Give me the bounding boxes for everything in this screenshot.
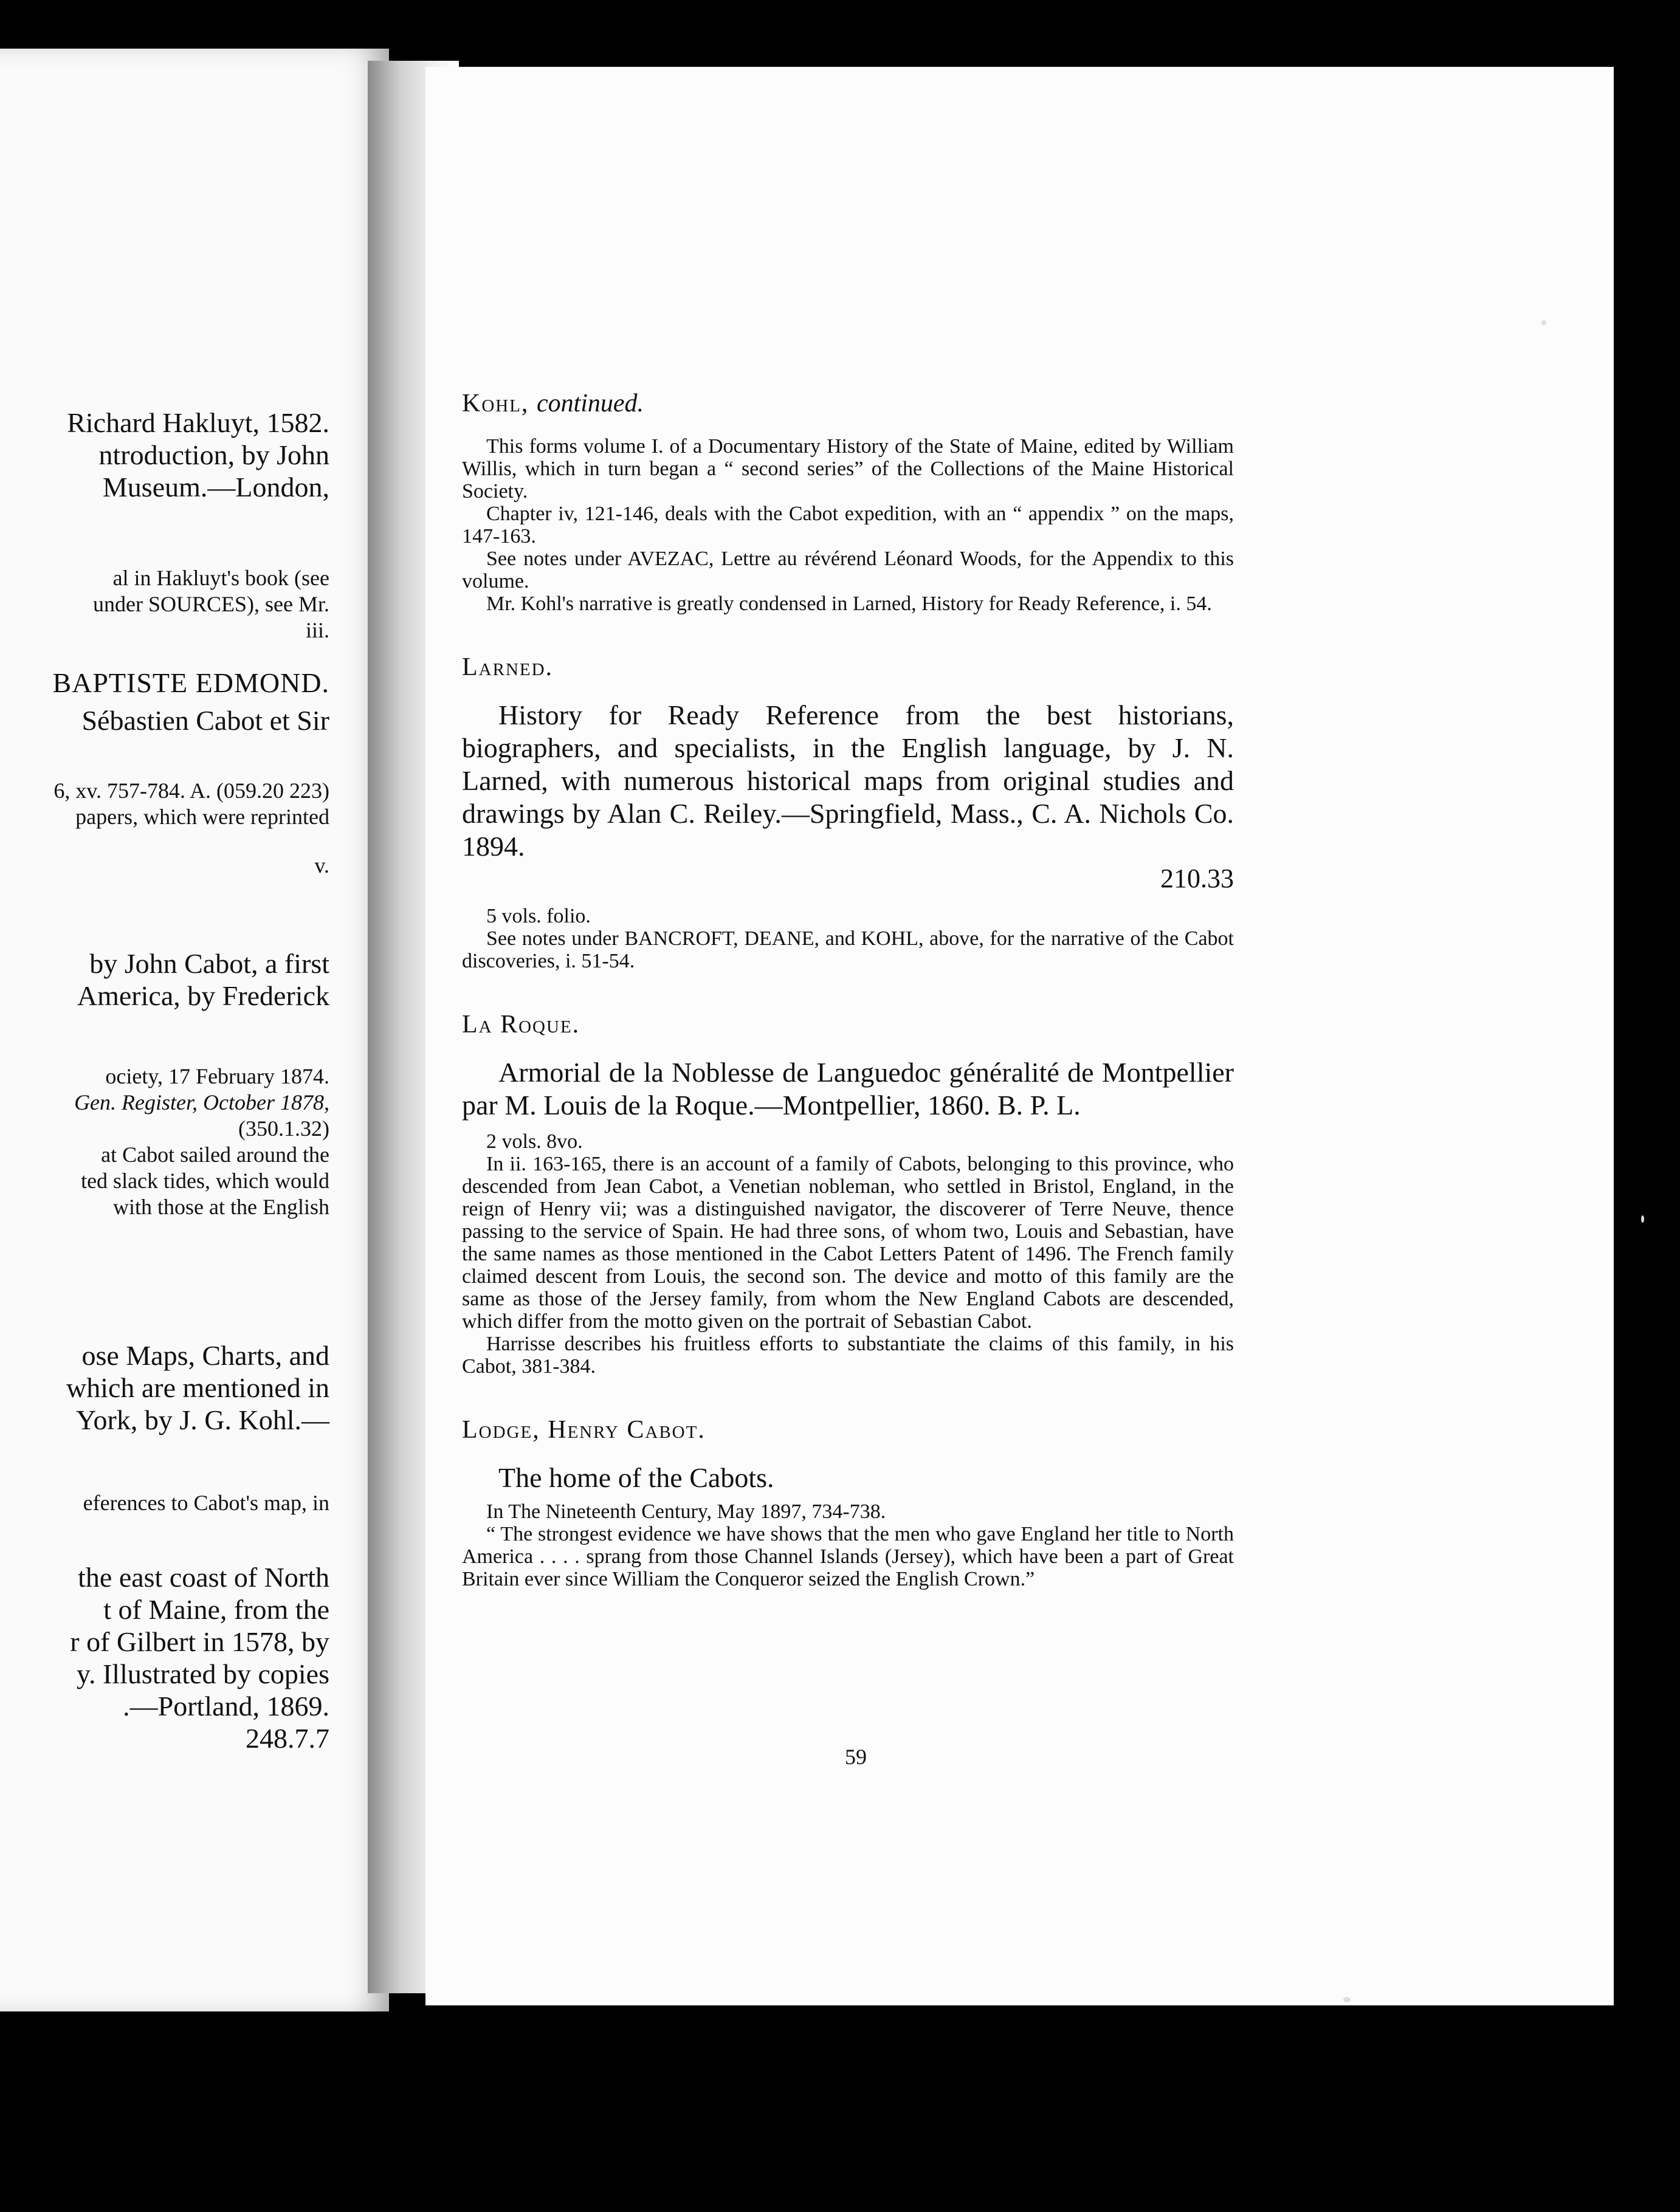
left-line: t of Maine, from the [103,1594,329,1625]
left-line: Museum.—London, [102,472,329,503]
note: 2 vols. 8vo. [486,1130,583,1153]
entry-larned [462,653,1234,972]
scan-speck [1541,320,1546,325]
entry-heading: La Roque. [462,1011,580,1039]
note: In The Nineteenth Century, May 1897, 734-738. [486,1500,886,1523]
left-line: which are mentioned in [66,1372,329,1403]
entry-heading [462,389,1234,418]
scan-speck [1343,1997,1351,2002]
left-line: iii. [305,618,329,642]
left-line: .—Portland, 1869. [123,1691,329,1722]
scan-speck [1641,1215,1644,1223]
note: This forms volume I. of a Documentary History of the State of Maine, edited by William Willis, which in turn began a “ second series” of the Collections of the Maine Historical Society. [462,435,1234,503]
left-line: ted slack tides, which would [81,1169,329,1193]
heading-text: Kohl, [462,390,529,417]
entry-la-roque [462,1010,1234,1378]
left-line: America, by Frederick [77,980,329,1011]
right-page [425,67,1614,2005]
heading-continued: continued. [536,390,644,417]
note: “ The strongest evidence we have shows that the men who gave England her title to North America . . . . sprang from those Channel Islands (Jersey), which have been a part of Great Britain ever since William the Conqueror seized the English Crown.” [462,1523,1234,1590]
left-line: ose Maps, Charts, and [81,1340,329,1371]
note: Mr. Kohl's narrative is greatly condensed in Larned, History for Ready Reference, i. 54. [486,592,1212,615]
left-line: by John Cabot, a first [89,948,329,979]
note: See notes under AVEZAC, Lettre au révérend Léonard Woods, for the Appendix to this volume. [462,548,1234,592]
left-line: Richard Hakluyt, 1582. [67,407,329,438]
page-number: 59 [845,1745,867,1769]
left-line: Sébastien Cabot et Sir [81,705,329,736]
left-line: York, by J. G. Kohl.— [75,1404,329,1435]
left-line: at Cabot sailed around the [101,1142,329,1167]
entry-heading: Larned. [462,653,554,681]
left-line: r of Gilbert in 1578, by [70,1626,329,1657]
left-line: the east coast of North [78,1562,329,1593]
left-line: al in Hakluyt's book (see [112,566,329,590]
left-line: Gen. Register, October 1878, [74,1090,329,1115]
note: In ii. 163-165, there is an account of a family of Cabots, belonging to this province, who descended from Jean Cabot, a Venetian nobleman, who settled in Bristol, England, in the reign of Henry vii; was a distinguished navigator, the discoverer of Terre Neuve, thence passing to the service of Spain. He had three sons, of whom two, Louis and Sebastian, have the same names as those mentioned in the Cabot Letters Patent of 1496. The French family claimed descent from Louis, the second son. The device and motto of this family are the same as those of the Jersey family, from whom the New England Cabots are descended, which differ from the motto given on the portrait of Sebastian Cabot. [462,1153,1234,1333]
entry-kohl [462,389,1234,615]
left-line: 248.7.7 [246,1723,329,1754]
left-line: ntroduction, by John [98,439,329,470]
entry-lodge [462,1415,1234,1590]
left-line: ociety, 17 February 1874. [105,1064,329,1088]
left-line: with those at the English [113,1195,329,1219]
left-page-fragment [0,49,389,2011]
left-line: y. Illustrated by copies [76,1658,329,1689]
left-line: papers, which were reprinted [75,805,329,829]
note: 5 vols. folio. [486,905,591,927]
left-line: BAPTISTE EDMOND. [52,667,329,698]
note: See notes under BANCROFT, DEANE, and KOHL, above, for the narrative of the Cabot discoveries, i. 51-54. [462,927,1234,972]
entry-heading: Lodge, Henry Cabot. [462,1416,706,1444]
left-line: (350.1.32) [238,1116,329,1141]
note: Harrisse describes his fruitless efforts to substantiate the claims of this family, in his Cabot, 381-384. [462,1333,1234,1378]
left-line: 6, xv. 757-784. A. (059.20 223) [53,778,329,803]
entry-title: History for Ready Reference from the best historians, biographers, and specialists, in the English language, by J. N. Larned, with numerous historical maps from original studies and drawings by Alan C. Reiley.—Springfield, Mass., C. A. Nichols Co. 1894. [462,699,1234,862]
left-line: under SOURCES), see Mr. [93,592,329,616]
left-line: v. [314,853,329,878]
entry-title: The home of the Cabots. [498,1462,774,1493]
entries-column [462,389,1234,1628]
note: Chapter iv, 121-146, deals with the Cabot expedition, with an “ appendix ” on the maps, 147-163. [462,503,1234,548]
left-line: eferences to Cabot's map, in [83,1491,329,1515]
call-number: 210.33 [1160,864,1234,893]
entry-title: Armorial de la Noblesse de Languedoc généralité de Montpellier par M. Louis de la Roque.—Montpellier, 1860. B. P. L. [462,1057,1234,1121]
